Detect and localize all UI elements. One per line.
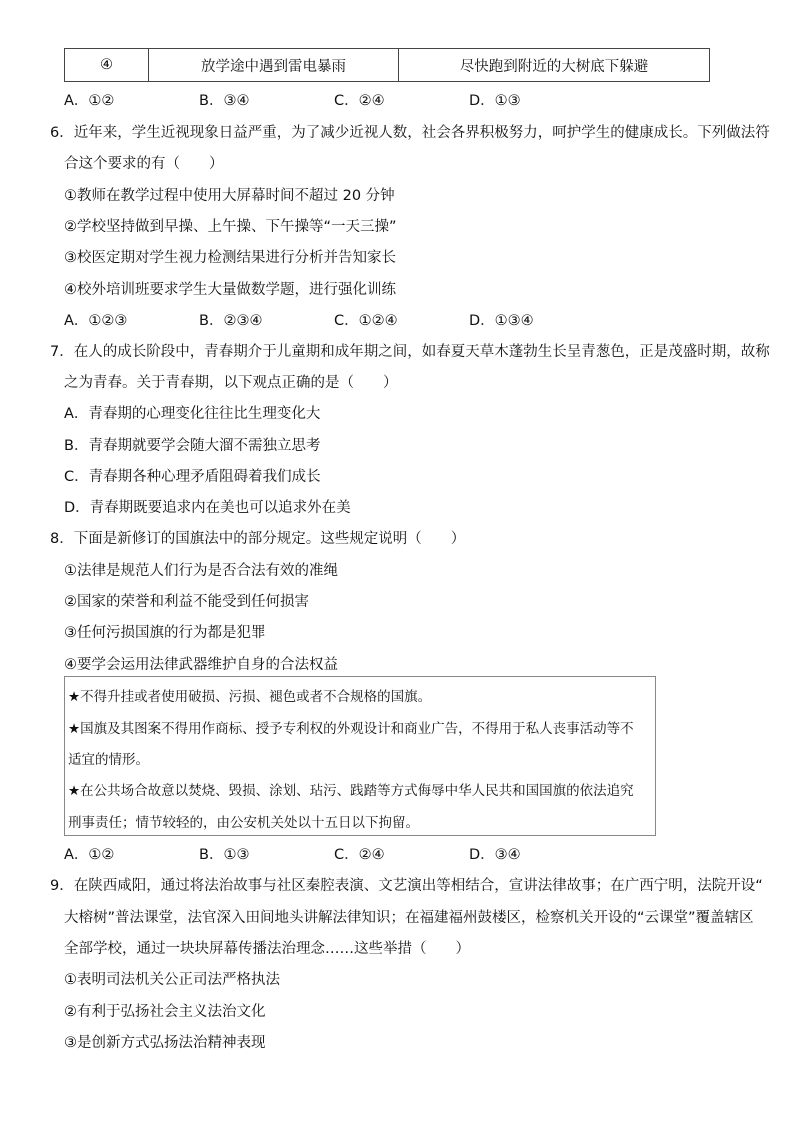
option-c[interactable]: C．①②④ [334, 313, 398, 329]
q6-stem-line1: 6．近年来，学生近视现象日益严重，为了减少近视人数，社会各界积极努力，呵护学生的健康成长。下列做法符 [50, 125, 770, 141]
q6-item-4: ④校外培训班要求学生大量做数学题，进行强化训练 [64, 282, 396, 298]
q7-option-a[interactable]: A．青春期的心理变化往往比生理变化大 [64, 406, 321, 422]
q8-item-4: ④要学会运用法律武器维护自身的合法权益 [64, 657, 338, 673]
flag-law-excerpt-box [64, 676, 656, 836]
q9-stem-line1: 9．在陕西咸阳，通过将法治故事与社区秦腔表演、文艺演出等相结合，宣讲法律故事；在广西宁明，法院开设“ [50, 878, 763, 894]
q9-item-3: ③是创新方式弘扬法治精神表现 [64, 1035, 266, 1051]
q6-item-2: ②学校坚持做到早操、上午操、下午操等“一天三操” [64, 219, 397, 235]
option-a[interactable]: A．①② [64, 93, 115, 109]
excerpt-line-2: ★国旗及其图案不得用作商标、授予专利权的外观设计和商业广告，不得用于私人丧事活动等不 [68, 721, 634, 737]
q8-item-3: ③任何污损国旗的行为都是犯罪 [64, 625, 266, 641]
table-cell-situation: 放学途中遇到雷电暴雨 [149, 49, 399, 81]
excerpt-line-4: ★在公共场合故意以焚烧、毁损、涂划、玷污、践踏等方式侮辱中华人民共和国国旗的依法追究 [68, 783, 634, 799]
scenario-table-row [64, 48, 710, 82]
table-cell-number: ④ [65, 49, 149, 81]
q9-item-2: ②有利于弘扬社会主义法治文化 [64, 1004, 266, 1020]
option-c[interactable]: C．②④ [334, 847, 385, 863]
q8-item-1: ①法律是规范人们行为是否合法有效的准绳 [64, 563, 338, 579]
excerpt-line-3: 适宜的情形。 [68, 752, 149, 768]
option-a[interactable]: A．①②③ [64, 313, 128, 329]
q9-item-1: ①表明司法机关公正司法严格执法 [64, 972, 280, 988]
option-a[interactable]: A．①② [64, 847, 115, 863]
option-b[interactable]: B．②③④ [199, 313, 263, 329]
q7-option-b[interactable]: B．青春期就要学会随大溜不需独立思考 [64, 438, 321, 454]
option-d[interactable]: D．①③ [469, 93, 521, 109]
table-cell-action: 尽快跑到附近的大树底下躲避 [459, 58, 649, 75]
excerpt-line-5: 刑事责任；情节较轻的，由公安机关处以十五日以下拘留。 [68, 815, 419, 831]
option-b[interactable]: B．③④ [199, 93, 250, 109]
q9-stem-line2: 大榕树”普法课堂，法官深入田间地头讲解法律知识；在福建福州鼓楼区，检察机关开设的“云课堂”覆盖辖区 [64, 910, 754, 926]
q7-stem-line2: 之为青春。关于青春期，以下观点正确的是（ ） [64, 375, 398, 391]
option-d[interactable]: D．①③④ [469, 313, 534, 329]
q9-stem-line3: 全部学校，通过一块块屏幕传播法治理念……这些举措（ ） [64, 941, 470, 957]
option-b[interactable]: B．①③ [199, 847, 250, 863]
q6-item-1: ①教师在教学过程中使用大屏幕时间不超过 20 分钟 [64, 188, 395, 204]
option-c[interactable]: C．②④ [334, 93, 385, 109]
q8-options [64, 843, 604, 864]
q8-stem: 8．下面是新修订的国旗法中的部分规定。这些规定说明（ ） [50, 531, 466, 547]
q7-option-d[interactable]: D．青春期既要追求内在美也可以追求外在美 [64, 500, 351, 516]
q6-options [64, 309, 604, 330]
q6-stem-line2: 合这个要求的有（ ） [64, 156, 224, 172]
q8-item-2: ②国家的荣誉和利益不能受到任何损害 [64, 594, 309, 610]
q6-item-3: ③校医定期对学生视力检测结果进行分析并告知家长 [64, 250, 396, 266]
q7-option-c[interactable]: C．青春期各种心理矛盾阻碍着我们成长 [64, 469, 321, 485]
q5-options [64, 89, 604, 110]
excerpt-line-1: ★不得升挂或者使用破损、污损、褪色或者不合规格的国旗。 [68, 689, 432, 705]
option-d[interactable]: D．③④ [469, 847, 521, 863]
q7-stem-line1: 7．在人的成长阶段中，青春期介于儿童期和成年期之间，如春夏天草木蓬勃生长呈青葱色，正是茂盛时期，故称 [50, 344, 770, 360]
